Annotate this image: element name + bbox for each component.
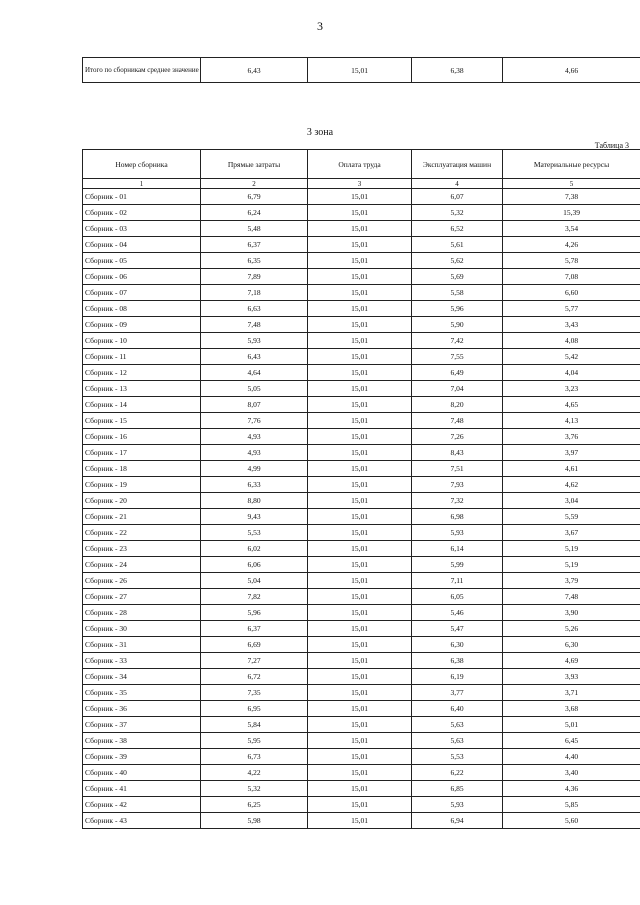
value-cell: 5,93 xyxy=(412,525,503,541)
table-row xyxy=(83,445,640,461)
value-cell: 5,93 xyxy=(412,797,503,813)
collection-name-cell: Сборник - 07 xyxy=(83,285,201,301)
value-cell: 15,01 xyxy=(308,445,412,461)
column-number: 3 xyxy=(308,179,412,189)
value-cell: 6,45 xyxy=(503,733,640,749)
value-cell: 6,30 xyxy=(503,637,640,653)
value-cell: 6,38 xyxy=(412,653,503,669)
value-cell: 5,05 xyxy=(201,381,308,397)
value-cell: 5,90 xyxy=(412,317,503,333)
value-cell: 5,60 xyxy=(503,813,640,829)
value-cell: 6,43 xyxy=(201,349,308,365)
value-cell: 5,26 xyxy=(503,621,640,637)
value-cell: 5,47 xyxy=(412,621,503,637)
value-cell: 7,26 xyxy=(412,429,503,445)
value-cell: 7,04 xyxy=(412,381,503,397)
value-cell: 3,93 xyxy=(503,669,640,685)
collection-name-cell: Сборник - 16 xyxy=(83,429,201,445)
value-cell: 5,32 xyxy=(201,781,308,797)
value-cell: 15,01 xyxy=(308,189,412,205)
value-cell: 3,68 xyxy=(503,701,640,717)
value-cell: 5,42 xyxy=(503,349,640,365)
value-cell: 6,05 xyxy=(412,589,503,605)
value-cell: 15,01 xyxy=(308,237,412,253)
collection-name-cell: Сборник - 17 xyxy=(83,445,201,461)
value-cell: 6,63 xyxy=(201,301,308,317)
table-row xyxy=(83,765,640,781)
value-cell: 3,04 xyxy=(503,493,640,509)
table-row xyxy=(83,605,640,621)
value-cell: 5,96 xyxy=(201,605,308,621)
collection-name-cell: Сборник - 09 xyxy=(83,317,201,333)
value-cell: 6,02 xyxy=(201,541,308,557)
collection-name-cell: Сборник - 04 xyxy=(83,237,201,253)
collection-name-cell: Сборник - 27 xyxy=(83,589,201,605)
collection-name-cell: Сборник - 05 xyxy=(83,253,201,269)
value-cell: 4,40 xyxy=(503,749,640,765)
table-row xyxy=(83,701,640,717)
value-cell: 15,01 xyxy=(308,605,412,621)
summary-table xyxy=(82,57,640,83)
page-number: 3 xyxy=(317,19,323,33)
collection-name-cell: Сборник - 28 xyxy=(83,605,201,621)
value-cell: 4,69 xyxy=(503,653,640,669)
table-row xyxy=(83,653,640,669)
collection-name-cell: Сборник - 39 xyxy=(83,749,201,765)
value-cell: 5,78 xyxy=(503,253,640,269)
value-cell: 4,08 xyxy=(503,333,640,349)
value-cell: 15,01 xyxy=(308,749,412,765)
value-cell: 3,76 xyxy=(503,429,640,445)
value-cell: 15,01 xyxy=(308,493,412,509)
value-cell: 5,99 xyxy=(412,557,503,573)
value-cell: 5,19 xyxy=(503,541,640,557)
value-cell: 15,01 xyxy=(308,781,412,797)
value-cell: 5,01 xyxy=(503,717,640,733)
table-row xyxy=(83,589,640,605)
value-cell: 5,93 xyxy=(201,333,308,349)
value-cell: 6,30 xyxy=(412,637,503,653)
value-cell: 5,04 xyxy=(201,573,308,589)
value-cell: 15,01 xyxy=(308,685,412,701)
value-cell: 3,43 xyxy=(503,317,640,333)
collection-name-cell: Сборник - 08 xyxy=(83,301,201,317)
summary-row xyxy=(83,58,640,83)
table-row xyxy=(83,349,640,365)
value-cell: 15,01 xyxy=(308,221,412,237)
table-row xyxy=(83,493,640,509)
table-row xyxy=(83,429,640,445)
value-cell: 4,99 xyxy=(201,461,308,477)
value-cell: 6,14 xyxy=(412,541,503,557)
table-row xyxy=(83,509,640,525)
zone-title: 3 зона xyxy=(306,127,334,138)
value-cell: 15,01 xyxy=(308,285,412,301)
value-cell: 9,43 xyxy=(201,509,308,525)
value-cell: 7,89 xyxy=(201,269,308,285)
table-row xyxy=(83,333,640,349)
table-row xyxy=(83,797,640,813)
value-cell: 6,94 xyxy=(412,813,503,829)
value-cell: 15,01 xyxy=(308,397,412,413)
value-cell: 5,95 xyxy=(201,733,308,749)
value-cell: 5,63 xyxy=(412,717,503,733)
table-row xyxy=(83,221,640,237)
value-cell: 15,01 xyxy=(308,477,412,493)
value-cell: 6,33 xyxy=(201,477,308,493)
value-cell: 15,01 xyxy=(308,269,412,285)
collection-name-cell: Сборник - 33 xyxy=(83,653,201,669)
value-cell: 7,42 xyxy=(412,333,503,349)
collection-name-cell: Сборник - 24 xyxy=(83,557,201,573)
value-cell: 15,39 xyxy=(503,205,640,221)
value-cell: 15,01 xyxy=(308,413,412,429)
value-cell: 15,01 xyxy=(308,717,412,733)
value-cell: 15,01 xyxy=(308,797,412,813)
table-row xyxy=(83,397,640,413)
column-number: 5 xyxy=(503,179,640,189)
collection-name-cell: Сборник - 03 xyxy=(83,221,201,237)
value-cell: 4,93 xyxy=(201,429,308,445)
value-cell: 6,98 xyxy=(412,509,503,525)
value-cell: 15,01 xyxy=(308,765,412,781)
collection-name-cell: Сборник - 26 xyxy=(83,573,201,589)
value-cell: 15,01 xyxy=(308,317,412,333)
table-row xyxy=(83,541,640,557)
header-labor: Оплата труда xyxy=(308,150,412,179)
value-cell: 6,60 xyxy=(503,285,640,301)
collection-name-cell: Сборник - 43 xyxy=(83,813,201,829)
collection-name-cell: Сборник - 18 xyxy=(83,461,201,477)
value-cell: 7,48 xyxy=(201,317,308,333)
value-cell: 5,85 xyxy=(503,797,640,813)
table-row xyxy=(83,525,640,541)
value-cell: 15,01 xyxy=(308,461,412,477)
collection-name-cell: Сборник - 11 xyxy=(83,349,201,365)
table-body xyxy=(83,189,640,829)
column-number: 1 xyxy=(83,179,201,189)
value-cell: 4,61 xyxy=(503,461,640,477)
table-row xyxy=(83,781,640,797)
value-cell: 4,26 xyxy=(503,237,640,253)
value-cell: 7,48 xyxy=(412,413,503,429)
value-cell: 6,85 xyxy=(412,781,503,797)
value-cell: 6,72 xyxy=(201,669,308,685)
value-cell: 15,01 xyxy=(308,669,412,685)
value-cell: 3,77 xyxy=(412,685,503,701)
value-cell: 6,25 xyxy=(201,797,308,813)
value-cell: 6,06 xyxy=(201,557,308,573)
header-direct-costs: Прямые затраты xyxy=(201,150,308,179)
value-cell: 15,01 xyxy=(308,573,412,589)
value-cell: 7,82 xyxy=(201,589,308,605)
value-cell: 15,01 xyxy=(308,637,412,653)
value-cell: 6,07 xyxy=(412,189,503,205)
value-cell: 3,40 xyxy=(503,765,640,781)
value-cell: 7,48 xyxy=(503,589,640,605)
table-row xyxy=(83,301,640,317)
collection-name-cell: Сборник - 10 xyxy=(83,333,201,349)
value-cell: 5,84 xyxy=(201,717,308,733)
table-row xyxy=(83,365,640,381)
value-cell: 5,53 xyxy=(201,525,308,541)
value-cell: 6,19 xyxy=(412,669,503,685)
value-cell: 4,36 xyxy=(503,781,640,797)
value-cell: 6,40 xyxy=(412,701,503,717)
value-cell: 5,62 xyxy=(412,253,503,269)
value-cell: 8,80 xyxy=(201,493,308,509)
value-cell: 15,01 xyxy=(308,733,412,749)
value-cell: 7,38 xyxy=(503,189,640,205)
value-cell: 6,79 xyxy=(201,189,308,205)
value-cell: 15,01 xyxy=(308,509,412,525)
table-row xyxy=(83,557,640,573)
value-cell: 5,63 xyxy=(412,733,503,749)
collection-name-cell: Сборник - 14 xyxy=(83,397,201,413)
value-cell: 15,01 xyxy=(308,333,412,349)
value-cell: 6,37 xyxy=(201,621,308,637)
value-cell: 6,69 xyxy=(201,637,308,653)
value-cell: 6,22 xyxy=(412,765,503,781)
value-cell: 6,49 xyxy=(412,365,503,381)
collection-name-cell: Сборник - 31 xyxy=(83,637,201,653)
table-row xyxy=(83,669,640,685)
value-cell: 4,62 xyxy=(503,477,640,493)
value-cell: 15,01 xyxy=(308,205,412,221)
table-row xyxy=(83,637,640,653)
column-number: 2 xyxy=(201,179,308,189)
collection-name-cell: Сборник - 20 xyxy=(83,493,201,509)
value-cell: 3,90 xyxy=(503,605,640,621)
table-row xyxy=(83,749,640,765)
value-cell: 15,01 xyxy=(308,349,412,365)
zone-table xyxy=(82,149,640,829)
value-cell: 15,01 xyxy=(308,301,412,317)
collection-name-cell: Сборник - 41 xyxy=(83,781,201,797)
collection-name-cell: Сборник - 01 xyxy=(83,189,201,205)
table-row xyxy=(83,685,640,701)
value-cell: 6,35 xyxy=(201,253,308,269)
value-cell: 6,37 xyxy=(201,237,308,253)
value-cell: 15,01 xyxy=(308,365,412,381)
value-cell: 3,79 xyxy=(503,573,640,589)
collection-name-cell: Сборник - 13 xyxy=(83,381,201,397)
table-row xyxy=(83,269,640,285)
value-cell: 7,27 xyxy=(201,653,308,669)
collection-name-cell: Сборник - 22 xyxy=(83,525,201,541)
table-row xyxy=(83,237,640,253)
collection-name-cell: Сборник - 23 xyxy=(83,541,201,557)
value-cell: 15,01 xyxy=(308,701,412,717)
collection-name-cell: Сборник - 19 xyxy=(83,477,201,493)
value-cell: 7,08 xyxy=(503,269,640,285)
table-row xyxy=(83,285,640,301)
collection-name-cell: Сборник - 15 xyxy=(83,413,201,429)
collection-name-cell: Сборник - 30 xyxy=(83,621,201,637)
table-row xyxy=(83,413,640,429)
table-row xyxy=(83,461,640,477)
value-cell: 3,67 xyxy=(503,525,640,541)
value-cell: 7,35 xyxy=(201,685,308,701)
value-cell: 15,01 xyxy=(308,525,412,541)
table-row xyxy=(83,317,640,333)
value-cell: 3,23 xyxy=(503,381,640,397)
header-row xyxy=(83,150,640,179)
summary-materials: 4,66 xyxy=(503,58,640,83)
value-cell: 15,01 xyxy=(308,621,412,637)
value-cell: 5,59 xyxy=(503,509,640,525)
value-cell: 5,61 xyxy=(412,237,503,253)
table-row xyxy=(83,253,640,269)
value-cell: 4,04 xyxy=(503,365,640,381)
summary-machines: 6,38 xyxy=(412,58,503,83)
value-cell: 7,76 xyxy=(201,413,308,429)
value-cell: 7,93 xyxy=(412,477,503,493)
value-cell: 15,01 xyxy=(308,253,412,269)
value-cell: 5,69 xyxy=(412,269,503,285)
collection-name-cell: Сборник - 35 xyxy=(83,685,201,701)
table-row xyxy=(83,621,640,637)
table-row xyxy=(83,205,640,221)
value-cell: 5,53 xyxy=(412,749,503,765)
column-number-row xyxy=(83,179,640,189)
value-cell: 3,97 xyxy=(503,445,640,461)
value-cell: 5,96 xyxy=(412,301,503,317)
table-row xyxy=(83,477,640,493)
collection-name-cell: Сборник - 38 xyxy=(83,733,201,749)
value-cell: 8,20 xyxy=(412,397,503,413)
value-cell: 5,19 xyxy=(503,557,640,573)
collection-name-cell: Сборник - 06 xyxy=(83,269,201,285)
value-cell: 15,01 xyxy=(308,653,412,669)
value-cell: 6,24 xyxy=(201,205,308,221)
value-cell: 5,98 xyxy=(201,813,308,829)
value-cell: 3,54 xyxy=(503,221,640,237)
value-cell: 4,64 xyxy=(201,365,308,381)
collection-name-cell: Сборник - 21 xyxy=(83,509,201,525)
summary-label: Итого по сборникам среднее значение xyxy=(83,58,201,83)
header-materials: Материальные ресурсы xyxy=(503,150,640,179)
column-number: 4 xyxy=(412,179,503,189)
collection-name-cell: Сборник - 12 xyxy=(83,365,201,381)
value-cell: 7,55 xyxy=(412,349,503,365)
value-cell: 15,01 xyxy=(308,541,412,557)
value-cell: 7,51 xyxy=(412,461,503,477)
value-cell: 4,65 xyxy=(503,397,640,413)
value-cell: 5,58 xyxy=(412,285,503,301)
header-collection-number: Номер сборника xyxy=(83,150,201,179)
value-cell: 7,18 xyxy=(201,285,308,301)
table-row xyxy=(83,813,640,829)
collection-name-cell: Сборник - 02 xyxy=(83,205,201,221)
collection-name-cell: Сборник - 36 xyxy=(83,701,201,717)
summary-direct-costs: 6,43 xyxy=(201,58,308,83)
value-cell: 15,01 xyxy=(308,589,412,605)
table-row xyxy=(83,733,640,749)
value-cell: 6,73 xyxy=(201,749,308,765)
value-cell: 15,01 xyxy=(308,429,412,445)
table-row xyxy=(83,573,640,589)
collection-name-cell: Сборник - 34 xyxy=(83,669,201,685)
value-cell: 8,43 xyxy=(412,445,503,461)
value-cell: 6,95 xyxy=(201,701,308,717)
summary-labor: 15,01 xyxy=(308,58,412,83)
table-label: Таблица 3 xyxy=(594,141,629,150)
value-cell: 3,71 xyxy=(503,685,640,701)
value-cell: 4,22 xyxy=(201,765,308,781)
table-row xyxy=(83,189,640,205)
table-row xyxy=(83,717,640,733)
collection-name-cell: Сборник - 42 xyxy=(83,797,201,813)
value-cell: 7,11 xyxy=(412,573,503,589)
value-cell: 15,01 xyxy=(308,813,412,829)
value-cell: 6,52 xyxy=(412,221,503,237)
collection-name-cell: Сборник - 37 xyxy=(83,717,201,733)
value-cell: 4,93 xyxy=(201,445,308,461)
value-cell: 5,48 xyxy=(201,221,308,237)
value-cell: 4,13 xyxy=(503,413,640,429)
value-cell: 5,77 xyxy=(503,301,640,317)
value-cell: 15,01 xyxy=(308,381,412,397)
value-cell: 7,32 xyxy=(412,493,503,509)
value-cell: 5,46 xyxy=(412,605,503,621)
header-machines: Эксплуатация машин xyxy=(412,150,503,179)
value-cell: 15,01 xyxy=(308,557,412,573)
value-cell: 8,07 xyxy=(201,397,308,413)
value-cell: 5,32 xyxy=(412,205,503,221)
collection-name-cell: Сборник - 40 xyxy=(83,765,201,781)
table-row xyxy=(83,381,640,397)
